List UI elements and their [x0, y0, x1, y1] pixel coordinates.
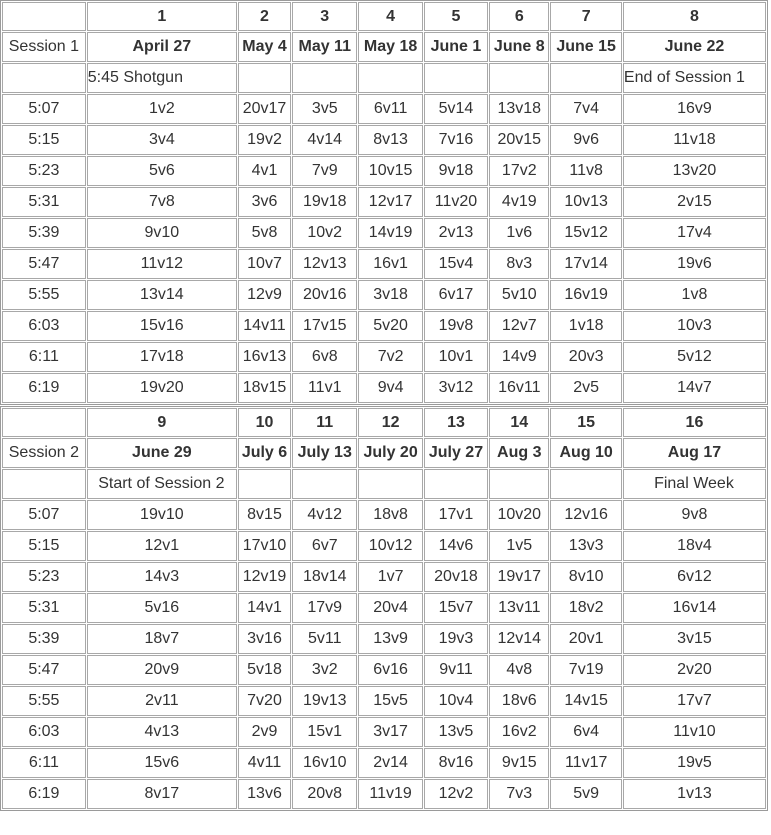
- week-date: June 29: [87, 438, 237, 468]
- matchup: 9v18: [424, 156, 488, 186]
- matchup: 5v10: [489, 280, 549, 310]
- matchup: 15v1: [292, 717, 357, 747]
- week-note: [424, 469, 488, 499]
- matchup: 12v13: [292, 249, 357, 279]
- week-date: July 13: [292, 438, 357, 468]
- week-note: [358, 63, 422, 93]
- matchup: 8v16: [424, 748, 488, 778]
- matchup: 10v2: [292, 218, 357, 248]
- matchup: 5v20: [358, 311, 422, 341]
- week-note: Final Week: [623, 469, 766, 499]
- matchup: 11v1: [292, 373, 357, 403]
- matchup: 15v12: [550, 218, 622, 248]
- matchup: 7v4: [550, 94, 622, 124]
- matchup: 16v1: [358, 249, 422, 279]
- week-number: 16: [623, 408, 766, 437]
- matchup: 20v15: [489, 125, 549, 155]
- week-note: [489, 469, 549, 499]
- matchup: 10v4: [424, 686, 488, 716]
- tee-time: 6:03: [2, 717, 86, 747]
- week-number: 13: [424, 408, 488, 437]
- matchup: 13v9: [358, 624, 422, 654]
- matchup: 15v4: [424, 249, 488, 279]
- week-note: [358, 469, 422, 499]
- matchup: 6v11: [358, 94, 422, 124]
- week-note: [292, 63, 357, 93]
- matchup: 20v4: [358, 593, 422, 623]
- matchup: 8v15: [238, 500, 291, 530]
- matchup: 11v8: [550, 156, 622, 186]
- matchup: 3v5: [292, 94, 357, 124]
- week-date: Aug 10: [550, 438, 622, 468]
- matchup: 16v9: [623, 94, 766, 124]
- week-note: [489, 63, 549, 93]
- match-time-row: [2, 373, 766, 403]
- week-date: May 11: [292, 32, 357, 62]
- matchup: 7v3: [489, 779, 549, 809]
- matchup: 19v6: [623, 249, 766, 279]
- week-date: Aug 17: [623, 438, 766, 468]
- matchup: 2v15: [623, 187, 766, 217]
- week-note: [550, 63, 622, 93]
- matchup: 20v18: [424, 562, 488, 592]
- matchup: 15v5: [358, 686, 422, 716]
- matchup: 14v3: [87, 562, 237, 592]
- tee-time: 6:19: [2, 373, 86, 403]
- match-time-row: [2, 342, 766, 372]
- week-number: 11: [292, 408, 357, 437]
- matchup: 2v9: [238, 717, 291, 747]
- week-number: 10: [238, 408, 291, 437]
- matchup: 3v2: [292, 655, 357, 685]
- tee-time: 6:11: [2, 748, 86, 778]
- match-time-row: [2, 593, 766, 623]
- matchup: 14v15: [550, 686, 622, 716]
- matchup: 10v20: [489, 500, 549, 530]
- tee-time: 5:55: [2, 686, 86, 716]
- matchup: 6v4: [550, 717, 622, 747]
- matchup: 18v6: [489, 686, 549, 716]
- week-note: Start of Session 2: [87, 469, 237, 499]
- matchup: 17v15: [292, 311, 357, 341]
- matchup: 11v18: [623, 125, 766, 155]
- session-2-table: [0, 406, 768, 811]
- matchup: 18v14: [292, 562, 357, 592]
- tee-time: 5:23: [2, 562, 86, 592]
- matchup: 10v13: [550, 187, 622, 217]
- matchup: 7v20: [238, 686, 291, 716]
- week-number: 9: [87, 408, 237, 437]
- match-time-row: [2, 717, 766, 747]
- tee-time: 6:11: [2, 342, 86, 372]
- matchup: 17v1: [424, 500, 488, 530]
- match-time-row: [2, 686, 766, 716]
- tee-time: 5:55: [2, 280, 86, 310]
- matchup: 8v10: [550, 562, 622, 592]
- matchup: 13v14: [87, 280, 237, 310]
- matchup: 13v11: [489, 593, 549, 623]
- matchup: 13v6: [238, 779, 291, 809]
- match-time-row: [2, 531, 766, 561]
- matchup: 17v7: [623, 686, 766, 716]
- week-note: [238, 469, 291, 499]
- matchup: 7v2: [358, 342, 422, 372]
- week-note: [424, 63, 488, 93]
- matchup: 10v1: [424, 342, 488, 372]
- matchup: 3v12: [424, 373, 488, 403]
- matchup: 11v10: [623, 717, 766, 747]
- matchup: 17v9: [292, 593, 357, 623]
- matchup: 20v16: [292, 280, 357, 310]
- matchup: 4v8: [489, 655, 549, 685]
- matchup: 6v7: [292, 531, 357, 561]
- match-time-row: [2, 156, 766, 186]
- matchup: 9v11: [424, 655, 488, 685]
- matchup: 20v3: [550, 342, 622, 372]
- matchup: 4v11: [238, 748, 291, 778]
- week-note: [238, 63, 291, 93]
- week-number: 7: [550, 2, 622, 31]
- matchup: 9v6: [550, 125, 622, 155]
- matchup: 7v8: [87, 187, 237, 217]
- notes-row-label: [2, 63, 86, 93]
- matchup: 17v10: [238, 531, 291, 561]
- match-time-row: [2, 280, 766, 310]
- matchup: 14v6: [424, 531, 488, 561]
- matchup: 1v7: [358, 562, 422, 592]
- matchup: 17v14: [550, 249, 622, 279]
- matchup: 7v9: [292, 156, 357, 186]
- date-row: [2, 32, 766, 62]
- matchup: 4v14: [292, 125, 357, 155]
- week-note: 5:45 Shotgun: [87, 63, 237, 93]
- matchup: 9v10: [87, 218, 237, 248]
- matchup: 14v11: [238, 311, 291, 341]
- matchup: 5v11: [292, 624, 357, 654]
- matchup: 9v4: [358, 373, 422, 403]
- tee-time: 5:47: [2, 655, 86, 685]
- matchup: 18v15: [238, 373, 291, 403]
- matchup: 19v10: [87, 500, 237, 530]
- week-number-row: [2, 408, 766, 437]
- matchup: 10v7: [238, 249, 291, 279]
- matchup: 12v2: [424, 779, 488, 809]
- matchup: 13v3: [550, 531, 622, 561]
- matchup: 19v18: [292, 187, 357, 217]
- matchup: 10v15: [358, 156, 422, 186]
- week-date: June 8: [489, 32, 549, 62]
- matchup: 7v19: [550, 655, 622, 685]
- week-number: 1: [87, 2, 237, 31]
- matchup: 18v2: [550, 593, 622, 623]
- matchup: 6v16: [358, 655, 422, 685]
- matchup: 18v7: [87, 624, 237, 654]
- matchup: 19v3: [424, 624, 488, 654]
- matchup: 9v8: [623, 500, 766, 530]
- week-number: 4: [358, 2, 422, 31]
- matchup: 9v15: [489, 748, 549, 778]
- matchup: 14v7: [623, 373, 766, 403]
- match-time-row: [2, 624, 766, 654]
- matchup: 4v13: [87, 717, 237, 747]
- matchup: 4v19: [489, 187, 549, 217]
- matchup: 2v14: [358, 748, 422, 778]
- matchup: 3v18: [358, 280, 422, 310]
- week-note: End of Session 1: [623, 63, 766, 93]
- match-time-row: [2, 125, 766, 155]
- matchup: 5v14: [424, 94, 488, 124]
- week-number: 2: [238, 2, 291, 31]
- matchup: 16v14: [623, 593, 766, 623]
- notes-row: [2, 469, 766, 499]
- week-number: 15: [550, 408, 622, 437]
- matchup: 5v12: [623, 342, 766, 372]
- match-time-row: [2, 748, 766, 778]
- matchup: 19v8: [424, 311, 488, 341]
- matchup: 7v16: [424, 125, 488, 155]
- session-label: Session 2: [2, 438, 86, 468]
- matchup: 16v11: [489, 373, 549, 403]
- week-date: July 6: [238, 438, 291, 468]
- session-1-table: [0, 0, 768, 405]
- matchup: 16v10: [292, 748, 357, 778]
- week-date: April 27: [87, 32, 237, 62]
- week-number: 6: [489, 2, 549, 31]
- tee-time: 6:19: [2, 779, 86, 809]
- matchup: 15v16: [87, 311, 237, 341]
- notes-row: [2, 63, 766, 93]
- matchup: 13v18: [489, 94, 549, 124]
- matchup: 12v9: [238, 280, 291, 310]
- week-date: June 15: [550, 32, 622, 62]
- week-note: [550, 469, 622, 499]
- tee-time: 5:31: [2, 593, 86, 623]
- matchup: 19v2: [238, 125, 291, 155]
- week-number-row: [2, 2, 766, 31]
- matchup: 1v18: [550, 311, 622, 341]
- corner-cell: [2, 2, 86, 31]
- matchup: 15v7: [424, 593, 488, 623]
- matchup: 14v1: [238, 593, 291, 623]
- matchup: 14v19: [358, 218, 422, 248]
- week-number: 3: [292, 2, 357, 31]
- matchup: 1v2: [87, 94, 237, 124]
- tee-time: 6:03: [2, 311, 86, 341]
- match-time-row: [2, 187, 766, 217]
- match-time-row: [2, 562, 766, 592]
- matchup: 2v20: [623, 655, 766, 685]
- matchup: 5v6: [87, 156, 237, 186]
- matchup: 13v5: [424, 717, 488, 747]
- tee-time: 5:23: [2, 156, 86, 186]
- matchup: 1v8: [623, 280, 766, 310]
- session-label: Session 1: [2, 32, 86, 62]
- matchup: 1v13: [623, 779, 766, 809]
- matchup: 20v9: [87, 655, 237, 685]
- matchup: 19v5: [623, 748, 766, 778]
- week-number: 14: [489, 408, 549, 437]
- matchup: 3v16: [238, 624, 291, 654]
- week-date: May 18: [358, 32, 422, 62]
- match-time-row: [2, 94, 766, 124]
- match-time-row: [2, 311, 766, 341]
- matchup: 1v6: [489, 218, 549, 248]
- tee-time: 5:15: [2, 531, 86, 561]
- matchup: 12v7: [489, 311, 549, 341]
- matchup: 1v5: [489, 531, 549, 561]
- week-date: June 22: [623, 32, 766, 62]
- matchup: 15v6: [87, 748, 237, 778]
- notes-row-label: [2, 469, 86, 499]
- matchup: 6v17: [424, 280, 488, 310]
- matchup: 19v13: [292, 686, 357, 716]
- matchup: 12v19: [238, 562, 291, 592]
- week-date: June 1: [424, 32, 488, 62]
- matchup: 3v4: [87, 125, 237, 155]
- matchup: 11v20: [424, 187, 488, 217]
- tee-time: 5:39: [2, 218, 86, 248]
- matchup: 17v18: [87, 342, 237, 372]
- date-row: [2, 438, 766, 468]
- match-time-row: [2, 655, 766, 685]
- matchup: 8v13: [358, 125, 422, 155]
- matchup: 19v17: [489, 562, 549, 592]
- week-date: July 27: [424, 438, 488, 468]
- matchup: 18v4: [623, 531, 766, 561]
- matchup: 5v16: [87, 593, 237, 623]
- matchup: 20v8: [292, 779, 357, 809]
- matchup: 10v3: [623, 311, 766, 341]
- week-number: 8: [623, 2, 766, 31]
- match-time-row: [2, 249, 766, 279]
- matchup: 11v17: [550, 748, 622, 778]
- matchup: 4v1: [238, 156, 291, 186]
- matchup: 20v1: [550, 624, 622, 654]
- matchup: 3v6: [238, 187, 291, 217]
- matchup: 5v9: [550, 779, 622, 809]
- matchup: 14v9: [489, 342, 549, 372]
- matchup: 12v1: [87, 531, 237, 561]
- matchup: 20v17: [238, 94, 291, 124]
- matchup: 5v8: [238, 218, 291, 248]
- matchup: 17v4: [623, 218, 766, 248]
- tee-time: 5:39: [2, 624, 86, 654]
- tee-time: 5:07: [2, 94, 86, 124]
- week-number: 5: [424, 2, 488, 31]
- matchup: 12v16: [550, 500, 622, 530]
- matchup: 17v2: [489, 156, 549, 186]
- matchup: 18v8: [358, 500, 422, 530]
- matchup: 8v3: [489, 249, 549, 279]
- match-time-row: [2, 500, 766, 530]
- week-date: May 4: [238, 32, 291, 62]
- tee-time: 5:31: [2, 187, 86, 217]
- matchup: 3v17: [358, 717, 422, 747]
- matchup: 12v14: [489, 624, 549, 654]
- matchup: 16v2: [489, 717, 549, 747]
- matchup: 8v17: [87, 779, 237, 809]
- week-date: July 20: [358, 438, 422, 468]
- match-time-row: [2, 218, 766, 248]
- tee-time: 5:47: [2, 249, 86, 279]
- matchup: 6v8: [292, 342, 357, 372]
- match-time-row: [2, 779, 766, 809]
- matchup: 11v19: [358, 779, 422, 809]
- matchup: 12v17: [358, 187, 422, 217]
- week-note: [292, 469, 357, 499]
- matchup: 2v13: [424, 218, 488, 248]
- matchup: 19v20: [87, 373, 237, 403]
- matchup: 16v13: [238, 342, 291, 372]
- matchup: 10v12: [358, 531, 422, 561]
- week-date: Aug 3: [489, 438, 549, 468]
- matchup: 13v20: [623, 156, 766, 186]
- matchup: 16v19: [550, 280, 622, 310]
- matchup: 2v5: [550, 373, 622, 403]
- corner-cell: [2, 408, 86, 437]
- matchup: 3v15: [623, 624, 766, 654]
- matchup: 5v18: [238, 655, 291, 685]
- tee-time: 5:07: [2, 500, 86, 530]
- tee-time: 5:15: [2, 125, 86, 155]
- matchup: 11v12: [87, 249, 237, 279]
- matchup: 6v12: [623, 562, 766, 592]
- matchup: 4v12: [292, 500, 357, 530]
- week-number: 12: [358, 408, 422, 437]
- matchup: 2v11: [87, 686, 237, 716]
